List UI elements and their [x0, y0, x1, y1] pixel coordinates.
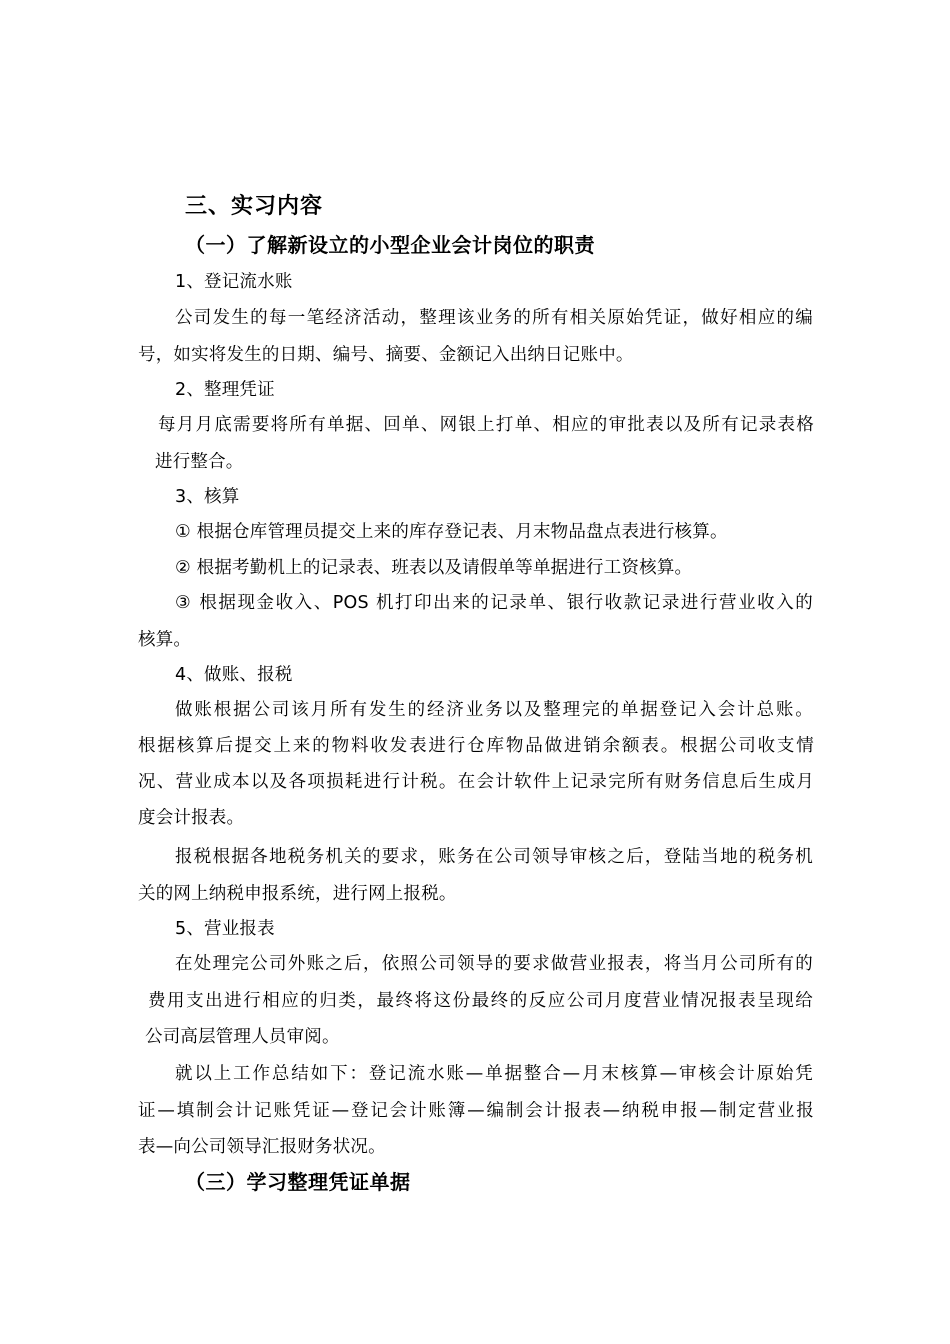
- subsection-1-title: （一）了解新设立的小型企业会计岗位的职责: [185, 233, 595, 257]
- item-4-para1-line-2: 根据核算后提交上来的物料收发表进行仓库物品做进销余额表。根据公司收支情: [138, 736, 814, 756]
- item-1-para-line-1: 公司发生的每一笔经济活动，整理该业务的所有相关原始凭证，做好相应的编: [175, 308, 813, 328]
- subsection-3-title: （三）学习整理凭证单据: [185, 1170, 411, 1194]
- section-title: 三、实习内容: [185, 194, 324, 219]
- item-2-heading: 2、整理凭证: [175, 380, 275, 400]
- item-5-para-line-1: 在处理完公司外账之后，依照公司领导的要求做营业报表，将当月公司所有的: [175, 954, 813, 974]
- item-5-para-line-2: 费用支出进行相应的归类，最终将这份最终的反应公司月度营业情况报表呈现给: [148, 991, 813, 1011]
- item-4-heading: 4、做账、报税: [175, 665, 293, 685]
- item-3-heading: 3、核算: [175, 487, 240, 507]
- item-5-heading: 5、营业报表: [175, 919, 275, 939]
- summary-line-1: 就以上工作总结如下：登记流水账—单据整合—月末核算—审核会计原始凭: [175, 1064, 813, 1084]
- item-4-para1-line-4: 度会计报表。: [138, 808, 245, 828]
- item-4-para2-line-1: 报税根据各地税务机关的要求，账务在公司领导审核之后，登陆当地的税务机: [175, 847, 813, 867]
- item-5-para-line-3: 公司高层管理人员审阅。: [145, 1027, 340, 1047]
- item-1-heading: 1、登记流水账: [175, 272, 293, 292]
- item-3-point-3: ③ 根据现金收入、POS 机打印出来的记录单、银行收款记录进行营业收入的: [175, 593, 813, 613]
- item-1-para-line-2: 号，如实将发生的日期、编号、摘要、金额记入出纳日记账中。: [138, 345, 634, 365]
- item-2-para-line-2: 进行整合。: [155, 452, 244, 472]
- item-4-para1-line-1: 做账根据公司该月所有发生的经济业务以及整理完的单据登记入会计总账。: [175, 700, 813, 720]
- item-3-point-2: ② 根据考勤机上的记录表、班表以及请假单等单据进行工资核算。: [175, 558, 693, 578]
- item-3-point-3-cont: 核算。: [138, 630, 192, 650]
- item-3-point-1: ① 根据仓库管理员提交上来的库存登记表、月末物品盘点表进行核算。: [175, 522, 728, 542]
- item-4-para2-line-2: 关的网上纳税申报系统，进行网上报税。: [138, 884, 457, 904]
- item-2-para-line-1: 每月月底需要将所有单据、回单、网银上打单、相应的审批表以及所有记录表格: [158, 415, 814, 435]
- item-4-para1-line-3: 况、营业成本以及各项损耗进行计税。在会计软件上记录完所有财务信息后生成月: [138, 772, 814, 792]
- summary-line-3: 表—向公司领导汇报财务状况。: [138, 1137, 386, 1157]
- summary-line-2: 证—填制会计记账凭证—登记会计账簿—编制会计报表—纳税申报—制定营业报: [138, 1101, 814, 1121]
